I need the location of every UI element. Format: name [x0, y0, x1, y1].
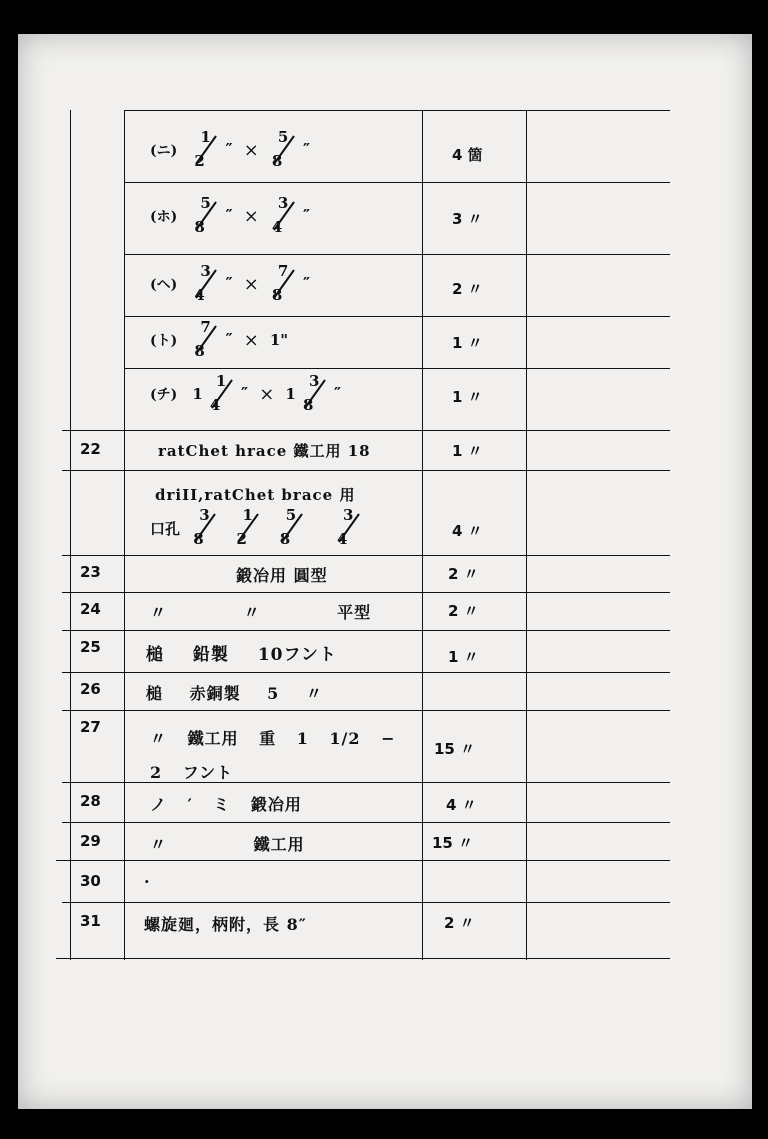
qty-cell: 1 〃: [448, 648, 479, 666]
row-description: ratChet hrace 鐵工用 18: [158, 442, 371, 460]
item-mark: (ヘ): [150, 276, 178, 293]
qty-cell: 2 〃: [448, 565, 479, 583]
item-mark: (ニ): [150, 142, 178, 159]
row-line: [62, 822, 670, 823]
fraction: 5 8: [192, 194, 220, 238]
row-description: ノ ′ ミ 鍛冶用: [150, 795, 302, 814]
fraction: 3 4: [192, 262, 220, 306]
qty-cell: 1 〃: [452, 442, 483, 460]
row-line: [124, 110, 670, 111]
row-line: [62, 710, 670, 711]
sub-item-ho: (ホ) 5 8 ″ × 3 4 ″: [150, 194, 311, 236]
sub-item-to: (ト) 7 8 ″ × 1": [150, 318, 289, 360]
row-line: [62, 902, 670, 903]
row-description: 螺旋廻，柄附，長 8″: [144, 915, 307, 934]
fraction: 3 8: [191, 506, 219, 550]
row-number: 23: [80, 563, 101, 581]
row-number: 31: [80, 912, 101, 930]
row-line: [62, 672, 670, 673]
item-mark: (チ): [150, 386, 178, 403]
row-line: [62, 430, 670, 431]
row-description: 〃 〃 平型: [150, 603, 372, 622]
item-mark: (ホ): [150, 208, 178, 225]
qty-cell: 1 〃: [452, 334, 483, 352]
sub-item-chi: (チ) 1 1 4 ″ × 1 3 8 ″: [150, 372, 342, 414]
qty-cell: 4 箇: [452, 146, 483, 164]
sub-item-ni: (ニ) 1 2 ″ × 5 8 ″: [150, 128, 311, 170]
qty-cell: 15 〃: [434, 740, 476, 758]
fraction: 1 4: [208, 372, 236, 416]
row-line: [124, 254, 670, 255]
whole-value: 1: [192, 385, 203, 403]
row-description: 鍛冶用 圓型: [236, 566, 328, 585]
fraction: 1 2: [192, 128, 220, 172]
qty-cell: 1 〃: [452, 388, 483, 406]
row-number: 30: [80, 872, 101, 890]
row-line: [56, 860, 670, 861]
fraction: 3 4: [270, 194, 298, 238]
qty-cell: 4 〃: [452, 522, 483, 540]
sub-item-he: (ヘ) 3 4 ″ × 7 8 ″: [150, 262, 311, 304]
row-description: 〃 鐵工用: [150, 835, 305, 854]
row-line: [124, 368, 670, 369]
fraction: 3 4: [335, 506, 363, 550]
row-number: 26: [80, 680, 101, 698]
row-line: [56, 958, 670, 959]
drill-sizes: [150, 506, 363, 550]
row-description: driII,ratChet brace 用: [155, 486, 356, 504]
row-description-line2: 口孔: [150, 519, 181, 538]
qty-cell: 4 〃: [446, 796, 477, 814]
row-description: 〃 鐵工用 重 1 1/2 − 2 フント: [150, 729, 396, 782]
fraction: 1 2: [234, 506, 262, 550]
qty-cell: 2 〃: [444, 914, 475, 932]
qty-cell: 2 〃: [448, 602, 479, 620]
row-line: [124, 316, 670, 317]
row-description: 槌 赤銅製 5 〃: [146, 684, 323, 703]
row-number: 27: [80, 718, 101, 736]
qty-cell: 15 〃: [432, 834, 474, 852]
row-number: 22: [80, 440, 101, 458]
whole-value: 1": [269, 331, 289, 349]
qty-cell: 2 〃: [452, 280, 483, 298]
fraction: 3 8: [301, 372, 329, 416]
item-mark: (ト): [150, 332, 178, 349]
col-line-left: [70, 110, 71, 960]
row-number: 25: [80, 638, 101, 656]
fraction: 7 8: [270, 262, 298, 306]
row-line: [62, 470, 670, 471]
row-description: ·: [144, 872, 151, 891]
fraction: 7 8: [192, 318, 220, 362]
qty-cell: 3 〃: [452, 210, 483, 228]
row-number: 29: [80, 832, 101, 850]
fraction: 5 8: [270, 128, 298, 172]
row-number: 24: [80, 600, 101, 618]
row-line: [62, 592, 670, 593]
fraction: 5 8: [278, 506, 306, 550]
row-number: 28: [80, 792, 101, 810]
row-line: [62, 555, 670, 556]
whole-value: 1: [285, 385, 296, 403]
row-line: [124, 182, 670, 183]
row-line: [62, 630, 670, 631]
row-description: 槌 鉛製 10フント: [146, 645, 337, 665]
